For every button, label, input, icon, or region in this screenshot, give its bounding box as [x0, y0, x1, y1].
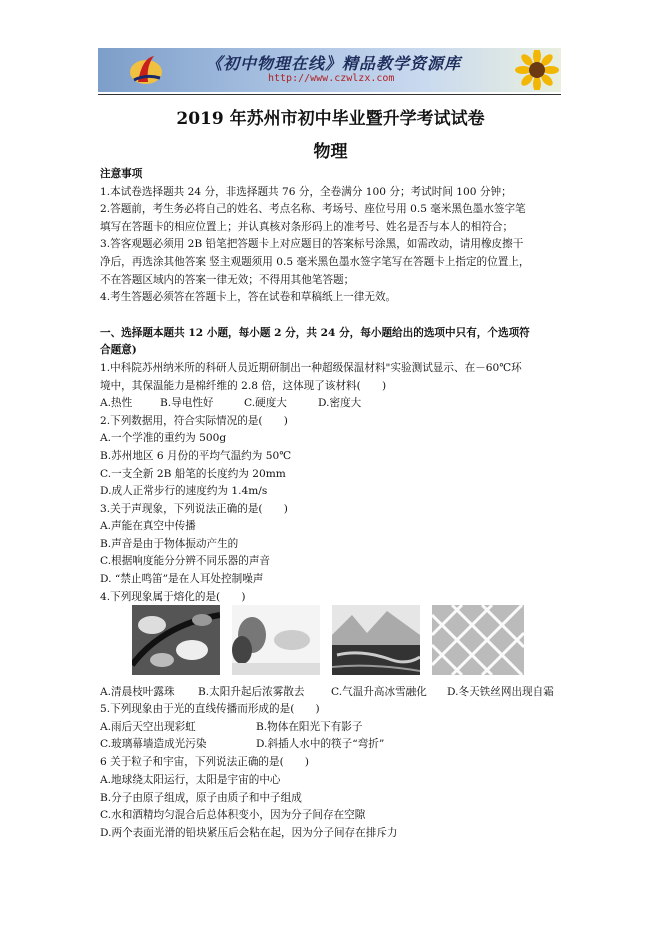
notes-line: 填写在答题卡的相应位置上；并认真核对条形码上的准考号、姓名是否与本人的相符合； — [100, 220, 514, 233]
q6-option-b: B.分子由原子组成，原子由质子和中子组成 — [100, 791, 302, 804]
exam-subject: 物理 — [313, 142, 348, 162]
sunflower-icon — [507, 50, 559, 90]
site-logo-icon — [128, 52, 164, 88]
q3-option-b: B.声音是由于物体振动产生的 — [100, 537, 239, 550]
q1-option-b: B.导电性好 — [160, 397, 214, 410]
q6-option-d: D.两个表面光滑的铅块紧压后会粘在起，因为分子间存在排斥力 — [100, 826, 398, 839]
q6-stem: 6 关于粒子和宇宙，下列说法正确的是( ) — [100, 756, 310, 769]
section-heading-cont: 合题意) — [100, 344, 137, 357]
q1-stem: 1.中科院苏州纳米所的科研人员近期研制出一种超级保温材料"实验测试显示、在－60℃环 — [100, 361, 522, 374]
banner-url: http://www.czwlzx.com — [268, 73, 395, 84]
notes-line: 不在答题区域内的答案一律无效；不得用其他笔答题； — [100, 273, 355, 286]
q1-option-c: C.硬度大 — [244, 397, 287, 410]
banner-title: 《初中物理在线》精品教学资源库 — [206, 54, 462, 73]
q1-stem-cont: 境中，其保温能力是棉纤维的 2.8 倍，这体现了该材料( ) — [100, 379, 387, 392]
notes-line: 3.答客观题必须用 2B 铅笔把答题卡上对应题目的答案标号涂黑，如需改动，请用橡皮擦干 — [100, 238, 524, 251]
q1-options — [100, 395, 568, 413]
q3-stem: 3.关于声现象，下列说法正确的是( ) — [100, 502, 288, 515]
q2-option-d: D.成人正常步行的速度约为 1.4m/s — [100, 485, 268, 498]
q3-option-a: A.声能在真空中传播 — [100, 520, 196, 533]
notes-line: 1.本试卷选择题共 24 分，非选择题共 76 分，全卷满分 100 分；考试时间 100 分钟； — [100, 185, 512, 198]
dew-on-leaves-image — [132, 605, 220, 675]
fog-image — [232, 605, 320, 675]
q3-option-d: D. “禁止鸣笛”是在人耳处控制噪声 — [100, 573, 264, 586]
q5-options-row1 — [100, 719, 568, 737]
q6-option-a: A.地球绕太阳运行，太阳是宇宙的中心 — [100, 773, 281, 786]
q5-option-c: C.玻璃幕墙造成光污染 — [100, 738, 207, 751]
q5-stem: 5.下列现象由于光的直线传播而形成的是( ) — [100, 703, 320, 715]
q4-option-d: D.冬天铁丝网出现自霜 — [447, 686, 554, 698]
q2-option-a: A.一个学准的重约为 500g — [100, 432, 227, 445]
banner-divider — [98, 94, 561, 95]
notes-line: 4.考生答题必须答在答题卡上，答在试卷和草稿纸上一律无效。 — [100, 291, 397, 304]
q4-option-b: B.太阳升起后浓雾散去 — [198, 686, 305, 698]
q5-option-a: A.雨后天空出现彩虹 — [100, 720, 196, 733]
q2-option-c: C.一支全新 2B 船笔的长度约为 20mm — [100, 467, 286, 480]
q4-option-c: C.气温升高冰雪融化 — [331, 686, 427, 698]
notes-line: 净后，再选涂其他答案 竖主观题须用 0.5 毫米黑色墨水签字笔写在答题卡上指定的位置上， — [100, 255, 530, 268]
exam-body — [100, 166, 568, 606]
q4-stem: 4.下列现象属于熔化的是( ) — [100, 590, 246, 603]
frost-on-wire-image — [432, 605, 524, 675]
exam-body-cont — [100, 701, 568, 843]
notes-line: 2.答题前，考生务必将自己的姓名、考点名称、考场号、座位号用 0.5 毫米黑色墨水签字笔 — [100, 203, 526, 216]
q4-photos — [132, 605, 532, 675]
q2-stem: 2.下列数据用，符合实际情况的是( ) — [100, 414, 288, 427]
q5-options-row2 — [100, 736, 568, 754]
exam-title: 2019 年苏州市初中毕业暨升学考试试卷 — [176, 109, 485, 129]
section-heading: 一、选择题本题共 12 小题，每小题 2 分，共 24 分，每小题给出的选项中只有，个选项符 — [100, 326, 530, 339]
q5-option-b: B.物体在阳光下有影子 — [256, 720, 363, 733]
q2-option-b: B.苏州地区 6 月份的平均气温约为 50℃ — [100, 449, 292, 462]
melting-snow-image — [332, 605, 420, 675]
q4-option-a: A.清晨枝叶露珠 — [100, 686, 175, 698]
q1-option-a: A.热性 — [100, 397, 133, 410]
notes-heading: 注意事项 — [100, 168, 143, 180]
header-banner — [98, 48, 561, 92]
q5-option-d: D.斜插人水中的筷子“弯折” — [256, 738, 385, 751]
q3-option-c: C.根据响度能分分辨不同乐器的声音 — [100, 555, 271, 568]
q6-option-c: C.水和酒精均匀混合后总体积变小，因为分子间存在空隙 — [100, 809, 366, 822]
q1-option-d: D.密度大 — [318, 397, 362, 410]
